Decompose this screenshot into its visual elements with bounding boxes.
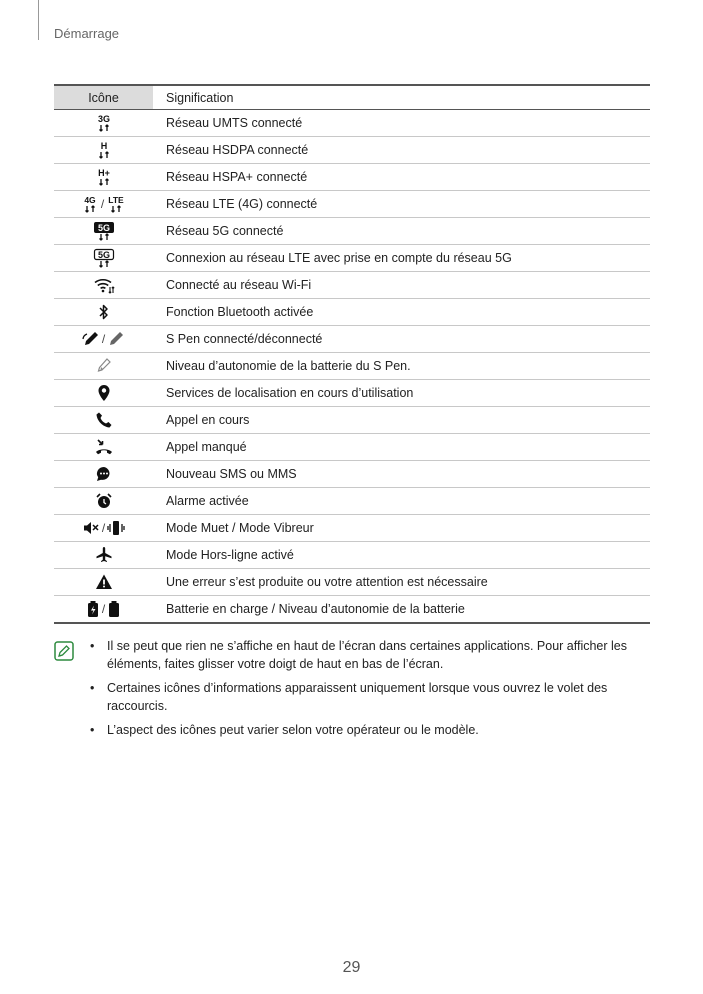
table-row: [54, 353, 650, 380]
row-meaning: Réseau 5G connecté: [166, 224, 284, 238]
table-row: [54, 380, 650, 407]
row-meaning: S Pen connecté/déconnecté: [166, 332, 323, 346]
icon-separator: /: [101, 602, 106, 616]
table-row: [54, 164, 650, 191]
table-row: [54, 488, 650, 515]
row-meaning: Réseau HSDPA connecté: [166, 143, 309, 157]
hspa-plus-network-icon: [94, 167, 114, 187]
status-icons-table: [54, 84, 650, 624]
svg-text:H: H: [100, 141, 107, 151]
table-row: [54, 407, 650, 434]
vibrate-icon: [107, 519, 125, 537]
table-row: [54, 596, 650, 624]
phone-call-icon: [95, 411, 113, 429]
svg-text:5G: 5G: [97, 223, 110, 233]
row-meaning: Fonction Bluetooth activée: [166, 305, 314, 319]
row-meaning: Connecté au réseau Wi-Fi: [166, 278, 312, 292]
row-meaning: Nouveau SMS ou MMS: [166, 467, 297, 481]
icon-separator: /: [100, 197, 105, 211]
5g-outline-network-icon: [93, 248, 115, 268]
row-meaning: Batterie en charge / Niveau d’autonomie de la batterie: [166, 602, 465, 616]
wifi-icon: [93, 276, 115, 294]
icon-separator: /: [101, 332, 106, 346]
table-row: [54, 218, 650, 245]
row-meaning: Niveau d’autonomie de la batterie du S Pen.: [166, 359, 411, 373]
table-row: [54, 515, 650, 542]
hsdpa-network-icon: [94, 140, 114, 160]
header-icon: Icône: [54, 85, 153, 110]
table-row: [54, 272, 650, 299]
row-meaning: Réseau UMTS connecté: [166, 116, 303, 130]
lte-network-icon: [106, 194, 126, 214]
table-header-row: [54, 85, 650, 110]
missed-call-icon: [95, 438, 113, 456]
row-meaning: Réseau HSPA+ connecté: [166, 170, 308, 184]
svg-text:3G: 3G: [97, 114, 110, 124]
page-margin-line: [38, 0, 39, 40]
icon-separator: /: [101, 521, 106, 535]
list-item: • L’aspect des icônes peut varier selon votre opérateur ou le modèle.: [90, 721, 630, 739]
airplane-icon: [95, 546, 113, 564]
row-meaning: Appel manqué: [166, 440, 247, 454]
page-number: 29: [342, 959, 361, 976]
4g-network-icon: [81, 194, 99, 214]
list-item: • Il se peut que rien ne s’affiche en haut de l’écran dans certaines applications. Pour afficher les éléments, faites glisser votre doigt de haut en bas de l’écran.: [90, 637, 630, 673]
table-row: [54, 299, 650, 326]
table-row: [54, 110, 650, 137]
alarm-clock-icon: [95, 492, 113, 510]
battery-level-icon: [107, 600, 121, 618]
mute-icon: [82, 519, 100, 537]
row-meaning: Appel en cours: [166, 413, 250, 427]
table-row: [54, 542, 650, 569]
location-pin-icon: [97, 384, 111, 402]
row-meaning: Services de localisation en cours d’utilisation: [166, 386, 414, 400]
row-meaning: Réseau LTE (4G) connecté: [166, 197, 318, 211]
bluetooth-icon: [97, 303, 111, 321]
table-row: [54, 434, 650, 461]
3g-network-icon: [94, 113, 114, 133]
svg-text:LTE: LTE: [108, 195, 124, 205]
5g-network-icon: [93, 221, 115, 241]
row-meaning: Alarme activée: [166, 494, 249, 508]
s-pen-disconnected-icon: [107, 330, 125, 348]
notes-list: [90, 637, 630, 745]
list-item: • Certaines icônes d’informations apparaissent uniquement lorsque vous ouvrez le volet des raccourcis.: [90, 679, 630, 715]
svg-text:H+: H+: [97, 168, 110, 178]
table-row: [54, 137, 650, 164]
header-meaning: Signification: [166, 90, 234, 105]
s-pen-battery-icon: [96, 357, 112, 375]
message-icon: [95, 465, 113, 483]
svg-text:5G: 5G: [97, 250, 110, 260]
row-meaning: Mode Muet / Mode Vibreur: [166, 521, 314, 535]
svg-text:4G: 4G: [84, 195, 96, 205]
table-row: [54, 326, 650, 353]
row-meaning: Mode Hors-ligne activé: [166, 548, 294, 562]
warning-icon: [95, 573, 113, 591]
table-row: [54, 191, 650, 218]
s-pen-connected-icon: [82, 330, 100, 348]
table-row: [54, 245, 650, 272]
row-meaning: Une erreur s’est produite ou votre attention est nécessaire: [166, 575, 488, 589]
section-title: Démarrage: [54, 26, 120, 41]
row-meaning: Connexion au réseau LTE avec prise en compte du réseau 5G: [166, 251, 512, 265]
table-row: [54, 569, 650, 596]
note-icon: [54, 641, 74, 661]
table-row: [54, 461, 650, 488]
battery-charging-icon: [86, 600, 100, 618]
